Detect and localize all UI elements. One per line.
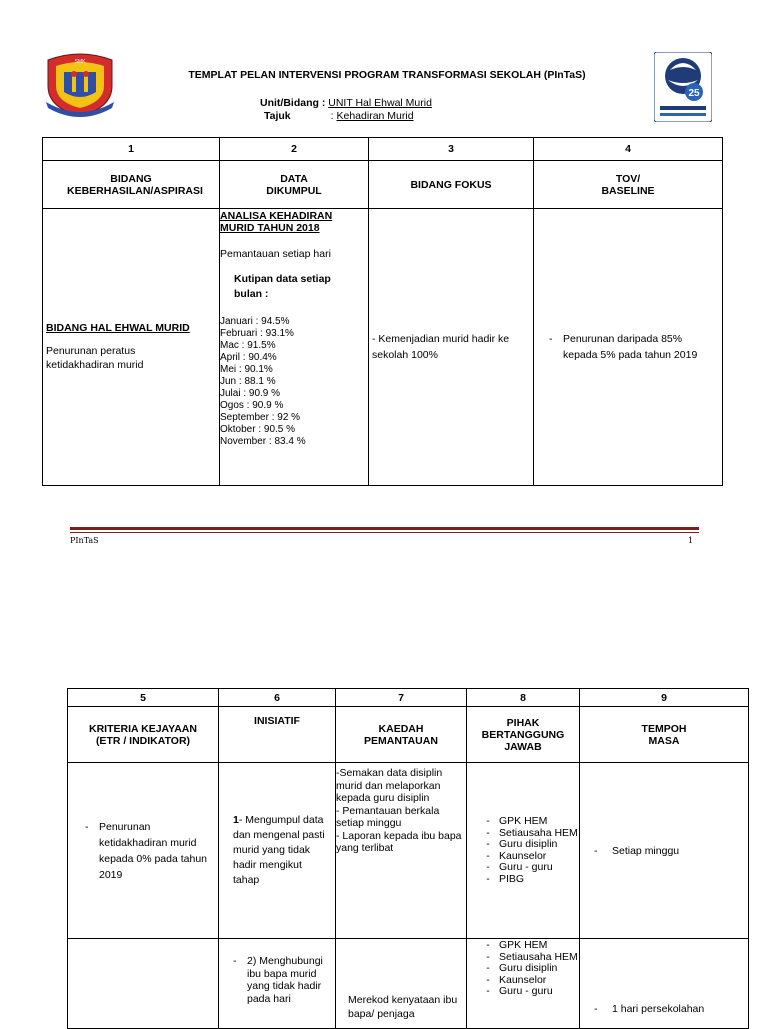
unit-line — [260, 97, 432, 109]
cell-inisiatif — [219, 763, 336, 939]
header-kriteria: KRITERIA KEJAYAAN (ETR / INDIKATOR) — [68, 707, 219, 763]
month-item: November : 83.4 % — [220, 436, 306, 447]
col-number: 4 — [534, 138, 723, 161]
cell-tempoh — [580, 939, 749, 1029]
intervention-table-top — [42, 137, 723, 486]
pihak-item: - Guru - guru — [486, 985, 553, 997]
pihak-item: - GPK HEM — [486, 939, 548, 951]
data-subtitle: Kutipan data setiap bulan : — [234, 273, 331, 300]
inisiatif-text: - Mengumpul data dan mengenal pasti murid yang tidak hadir mengikut tahap — [233, 814, 325, 886]
intervention-table-bottom — [67, 688, 749, 1029]
header-row — [68, 707, 749, 763]
col-number: 6 — [219, 689, 336, 707]
bidang-text: Penurunan peratus ketidakhadiran murid — [46, 345, 144, 371]
ministry-25-logo — [654, 52, 712, 122]
month-item: Oktober : 90.5 % — [220, 424, 296, 435]
pihak-item: - Guru - guru — [486, 861, 553, 873]
month-item: Mac : 91.5% — [220, 340, 276, 351]
pihak-item: - Setiausaha HEM — [486, 826, 578, 839]
column-number-row — [43, 138, 723, 161]
pihak-item: - Kaunselor — [486, 849, 547, 862]
svg-text:SMK: SMK — [74, 59, 86, 65]
tov-text: Penurunan daripada 85% kepada 5% pada tahun 2019 — [563, 333, 698, 361]
header-tempoh: TEMPOH MASA — [580, 707, 749, 763]
month-item: Februari : 93.1% — [220, 328, 294, 339]
header-row — [43, 161, 723, 209]
kaedah-item: -Semakan data disiplin murid dan melaporkan kepada guru disiplin — [336, 767, 443, 804]
tajuk-value: Kehadiran Murid — [336, 110, 414, 122]
cell-bidang — [43, 209, 220, 486]
unit-value: UNIT Hal Ehwal Murid — [328, 97, 432, 109]
cell-fokus — [369, 209, 534, 486]
initiative-row-1 — [68, 763, 749, 939]
cell-data — [220, 209, 369, 486]
tempoh-item: - Setiap minggu — [594, 844, 680, 857]
col-number: 9 — [580, 689, 749, 707]
data-monitor: Pemantauan setiap hari — [220, 248, 331, 260]
data-row — [43, 209, 723, 486]
month-item: Januari : 94.5% — [220, 316, 290, 327]
inisiatif-1 — [233, 813, 325, 888]
header-kaedah: KAEDAH PEMANTAUAN — [336, 707, 467, 763]
kaedah-item: - Pemantauan berkala setiap minggu — [336, 804, 440, 829]
unit-label: Unit/Bidang : — [260, 97, 329, 109]
pihak-item: - Setiausaha HEM — [486, 950, 578, 963]
pihak-item: - PIBG — [486, 872, 525, 885]
tajuk-line — [264, 110, 414, 122]
kriteria-text: Penurunan ketidakhadiran murid kepada 0% pada tahun 2019 — [99, 820, 208, 881]
month-item: Julai : 90.9 % — [220, 388, 281, 399]
footer-rule-thin — [70, 532, 699, 533]
cell-kaedah — [336, 939, 467, 1029]
kriteria-item: - Penurunan ketidakhadiran murid kepada 0% pada tahun 2019 — [71, 819, 215, 883]
inisiatif-2: - 2) Menghubungi ibu bapa murid yang tidak hadir pada hari — [233, 955, 335, 1005]
cell-kaedah — [336, 763, 467, 939]
cell-kriteria — [68, 763, 219, 939]
fokus-text: - Kemenjadian murid hadir ke sekolah 100% — [372, 333, 510, 361]
pihak-item: - Guru disiplin — [486, 962, 558, 974]
cell-pihak — [467, 763, 580, 939]
cell-tov — [534, 209, 723, 486]
bidang-title: BIDANG HAL EHWAL MURID — [46, 322, 190, 334]
svg-text:25: 25 — [688, 88, 700, 99]
month-item: Mei : 90.1% — [220, 364, 273, 375]
initiative-row-2 — [68, 939, 749, 1029]
school-crest-logo — [42, 52, 118, 118]
col-number: 3 — [369, 138, 534, 161]
month-item: April : 90.4% — [220, 352, 277, 363]
col-number: 7 — [336, 689, 467, 707]
inisiatif-text: 2) Menghubungi ibu bapa murid yang tidak hadir pada hari — [247, 955, 323, 1005]
pihak-item: - Kaunselor — [486, 973, 547, 986]
header-inisiatif: INISIATIF — [219, 707, 336, 763]
cell-tempoh — [580, 763, 749, 939]
footer-left: PInTaS — [70, 536, 99, 545]
page-number: 1 — [688, 536, 694, 545]
kaedah-item: - Laporan kepada ibu bapa yang terlibat — [336, 829, 462, 854]
col-number: 8 — [467, 689, 580, 707]
kaedah-text: Merekod kenyataan ibu bapa/ penjaga — [348, 994, 458, 1020]
cell-kriteria — [68, 939, 219, 1029]
header-pihak: PIHAK BERTANGGUNG JAWAB — [467, 707, 580, 763]
col-number: 5 — [68, 689, 219, 707]
col-number: 1 — [43, 138, 220, 161]
inisiatif-number: 1 — [233, 814, 239, 826]
cell-pihak — [467, 939, 580, 1029]
data-title: ANALISA KEHADIRAN MURID TAHUN 2018 — [220, 210, 333, 234]
header-fokus: BIDANG FOKUS — [369, 161, 534, 209]
tempoh-item: - 1 hari persekolahan — [594, 1003, 705, 1015]
header-tov: TOV/ BASELINE — [534, 161, 723, 209]
header-data: DATA DIKUMPUL — [220, 161, 369, 209]
month-item: Jun : 88.1 % — [220, 376, 276, 387]
tov-item: - Penurunan daripada 85% kepada 5% pada tahun 2019 — [537, 331, 719, 363]
month-item: September : 92 % — [220, 412, 301, 423]
tajuk-label: Tajuk — [264, 110, 291, 122]
col-number: 2 — [220, 138, 369, 161]
cell-inisiatif — [219, 939, 336, 1029]
document-title: TEMPLAT PELAN INTERVENSI PROGRAM TRANSFORMASI SEKOLAH (PInTaS) — [188, 69, 586, 81]
monthly-list — [220, 316, 368, 448]
pihak-item: - Guru disiplin — [486, 838, 558, 850]
header-bidang: BIDANG KEBERHASILAN/ASPIRASI — [43, 161, 220, 209]
column-number-row — [68, 689, 749, 707]
tajuk-sep: : — [330, 110, 337, 122]
month-item: Ogos : 90.9 % — [220, 400, 284, 411]
footer-rule — [70, 527, 699, 530]
pihak-item: - GPK HEM — [486, 815, 548, 827]
